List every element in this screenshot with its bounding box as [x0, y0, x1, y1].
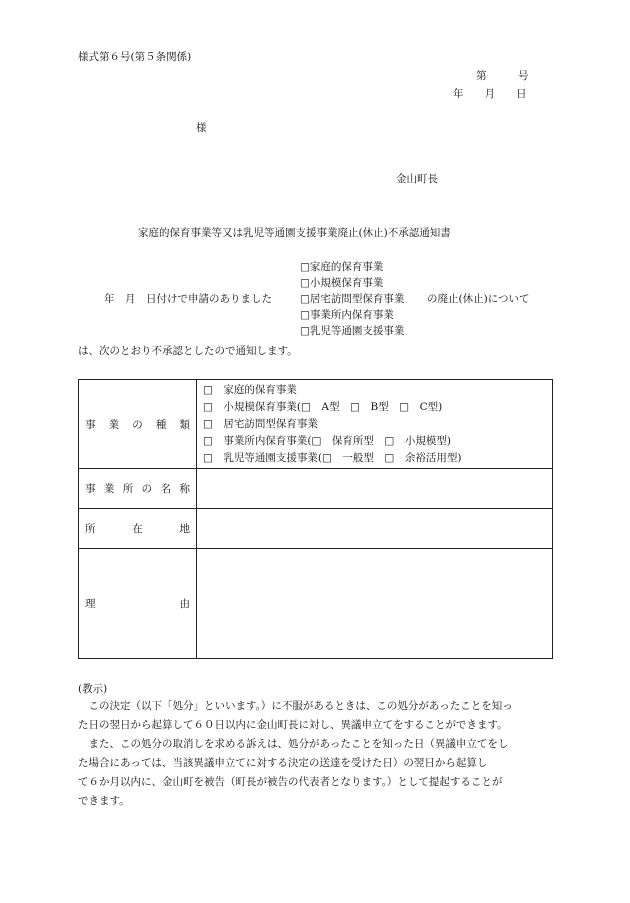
document-title: 家庭的保育事業等又は乳児等通園支援事業廃止(休止)不承認通知書 [138, 227, 451, 239]
option-home-visit-childcare: □居宅訪問型保育事業 [300, 293, 405, 305]
application-date-prefix: 年 月 日付けで申請のありました [104, 293, 272, 305]
option-family-childcare: □家庭的保育事業 [300, 261, 384, 273]
reason-label: 理 由 [79, 549, 197, 659]
notice-line: て６か月以内に、金山町を被告（町長が被告の代表者となります。）として提起することが [78, 776, 503, 788]
document-number: 第 号 [476, 70, 529, 82]
details-table [78, 379, 553, 659]
type-small-scale-childcare: □ 小規模保育事業(□ A型 □ B型 □ C型) [203, 400, 443, 413]
conclusion-text: は、次のとおり不承認としたので通知します。 [78, 345, 298, 357]
location-label: 所 在 地 [79, 509, 197, 549]
notice-heading: (教示) [78, 683, 108, 695]
application-suffix: の廃止(休止)について [427, 293, 530, 305]
business-type-options [300, 259, 404, 339]
type-workplace-childcare: □ 事業所内保育事業(□ 保育所型 □ 小規模型) [203, 434, 451, 447]
business-type-value [197, 380, 553, 469]
option-workplace-childcare: □事業所内保育事業 [300, 309, 394, 321]
notice-line: できます。 [78, 795, 130, 807]
form-number: 様式第６号(第５条関係) [78, 51, 192, 63]
location-field[interactable] [197, 509, 553, 549]
notice-line: た日の翌日から起算して６０日以内に金山町長に対し、異議申立てをすることができます。 [78, 719, 508, 731]
business-type-label: 事 業 の 種 類 [79, 380, 197, 469]
issue-date: 年 月 日 [453, 88, 527, 100]
business-type-row [79, 380, 553, 469]
option-infant-day-support: □乳児等通園支援事業 [300, 325, 405, 337]
issuer-name: 金山町長 [396, 173, 438, 185]
notice-body [78, 697, 513, 811]
option-small-scale-childcare: □小規模保育事業 [300, 277, 384, 289]
type-home-visit-childcare: □ 居宅訪問型保育事業 [203, 417, 318, 430]
location-row [79, 509, 553, 549]
type-family-childcare: □ 家庭的保育事業 [203, 383, 297, 396]
office-name-field[interactable] [197, 469, 553, 509]
reason-row [79, 549, 553, 659]
type-infant-day-support: □ 乳児等通園支援事業(□ 一般型 □ 余裕活用型) [203, 451, 462, 464]
notice-line: また、この処分の取消しを求める訴えは、処分があったことを知った日（異議申立てをし [78, 738, 509, 750]
office-name-label: 事 業 所 の 名 称 [79, 469, 197, 509]
notice-line: た場合にあっては、当該異議申立てに対する決定の送達を受けた日）の翌日から起算し [78, 757, 488, 769]
office-name-row [79, 469, 553, 509]
addressee-suffix: 様 [196, 122, 207, 134]
notice-line: この決定（以下「処分」といいます。）に不服があるときは、この処分があったことを知っ [78, 700, 513, 712]
reason-field[interactable] [197, 549, 553, 659]
